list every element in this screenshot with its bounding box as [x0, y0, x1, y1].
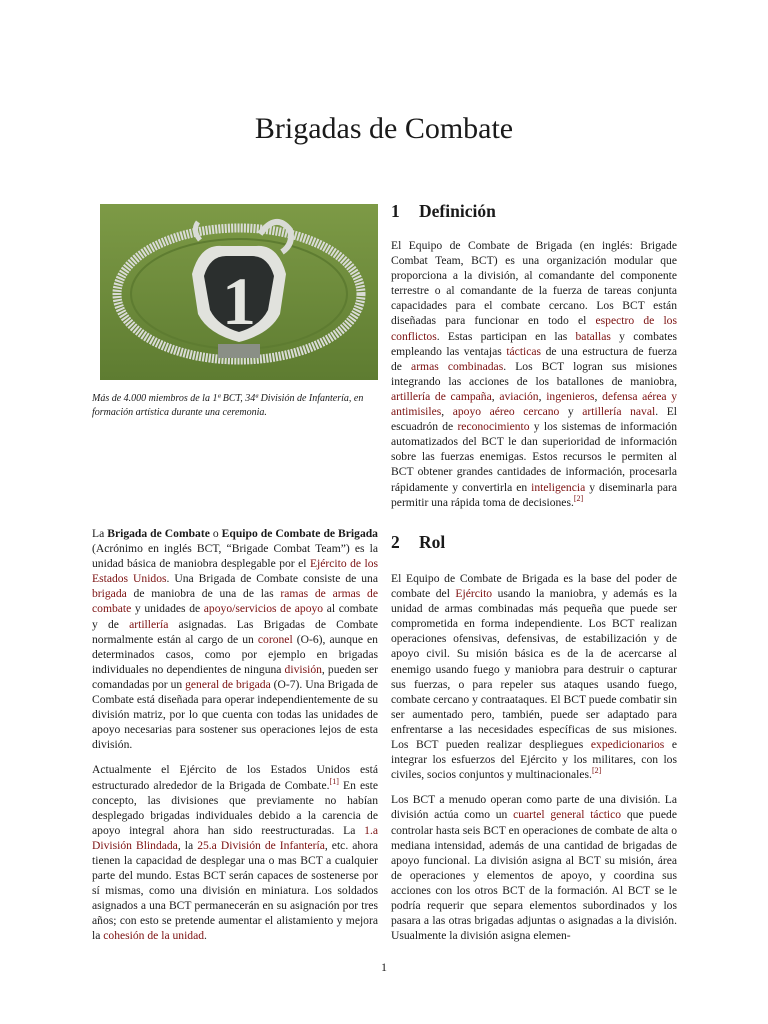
intro-paragraph-1: La Brigada de Combate o Equipo de Combate de Brigada (Acrónimo en inglés BCT, “Brigade Combat Team”) es la unidad básica de maniobra desplegable por el Ejército de los Estados Unidos. Una Brigada de Combate consiste de una brigada de maniobra de una de las ramas de armas de combate y unidades de apoyo/servicios de apoyo al combate y de artillería asignadas. Las Brigadas de Combate normalmente están al cargo de un coronel (O-6), aunque en determinados casos, como por ejemplo en brigadas individuales no dependientes de ninguna división, pueden ser comandadas por un general de brigada (O-7). Una Brigada de Combate está diseñada para operar independientemente de su división matriz, por lo que cuenta con todas las unidades de apoyo necesarias para sostener sus operaciones lejos de esta división. [92, 527, 379, 752]
reference-1[interactable]: [1] [329, 776, 339, 786]
link-armas-combinadas[interactable]: armas combinadas [411, 359, 504, 373]
link-ramas-armas[interactable]: ramas de armas de combate [92, 587, 378, 616]
link-brigada[interactable]: brigada [92, 587, 127, 601]
definition-paragraph: El Equipo de Combate de Brigada (en inglés: Brigade Combat Team, BCT) es una organización modular que proporciona a la división, al comandante del componente terrestre o al comandante de la fuerza de tareas conjunta capacidades para el combate cercano. Los BCT están diseñadas para funcionar en todo el espectro de los conflictos. Estas participan en las batallas y combates empleando las ventajas tácticas de una estructura de fuerza de armas combinadas. Los BCT logran sus misiones integrando las acciones de los batallones de maniobra, artillería de campaña, aviación, ingenieros, defensa aérea y antimisiles, apoyo aéreo cercano y artillería naval. El escuadrón de reconocimiento y los sistemas de información automatizados del BCT le dan superioridad de información sobre las fuerzas enemigas. Estos recursos le permiten al BCT obtener grandes cantidades de información, procesarla rápidamente y convertirla en inteligencia y diseminarla para permitir una rápida toma de decisiones.[2] [391, 239, 678, 509]
page-number: 1 [381, 960, 387, 974]
formation-photo-image [100, 204, 378, 380]
role-column [391, 571, 677, 953]
link-ejercito[interactable]: Ejército [455, 587, 493, 601]
section-heading-rol: 2 Rol [391, 532, 446, 552]
link-aviacion[interactable]: aviación [499, 389, 539, 403]
role-paragraph-2: Los BCT a menudo operan como parte de una división. La división actúa como un cuartel general táctico que puede controlar hasta seis BCT en operaciones de combate de alta o mediana intensidad, además de una cantidad de brigadas de apoyo funcional. La división asigna al BCT su misión, área de operaciones y elementos de apoyo, y coordina sus acciones con los otros BCT de la formación. Al BCT se le podría requerir que separa elementos subordinados y los pasara a las otras brigadas adjuntas o asignadas a la división. Usualmente la división asigna elemen- [391, 793, 677, 943]
link-apoyo-aereo-cercano[interactable]: apoyo aéreo cercano [452, 405, 560, 419]
link-coronel[interactable]: coronel [257, 632, 293, 646]
link-tacticas[interactable]: tácticas [506, 344, 542, 358]
definition-column [391, 238, 677, 520]
page-title: Brigadas de Combate [254, 112, 514, 145]
link-cohesion-unidad[interactable]: cohesión de la unidad [103, 929, 205, 943]
link-expedicionarios[interactable]: expedicionarios [590, 738, 665, 752]
intro-column [92, 526, 378, 954]
link-batallas[interactable]: batallas [575, 329, 611, 343]
intro-paragraph-2: Actualmente el Ejército de los Estados Unidos está estructurado alrededor de la Brigada de Combate.[1] En este concepto, las divisiones que previamente no habían desplegado brigadas individuales debido a la carencia de apoyo integral ahora han sido reestructuradas. La 1.a División Blindada, la 25.a División de Infantería, etc. ahora tienen la capacidad de desplegar una o mas BCT a cualquier parte del mundo. Estas BCT serán capaces de sostenerse por sí mismas, como una división en miniatura. Los soldados asignados a una BCT permanecerán en su asignación por tres años; con esto se pretende aumentar el alistamiento y mejora la cohesión de la unidad. [92, 763, 379, 943]
link-25a-division-infanteria[interactable]: 25.a División de Infantería [197, 838, 325, 852]
formation-photo [100, 204, 378, 380]
reference-2[interactable]: [2] [573, 493, 584, 503]
figure-caption: Más de 4.000 miembros de la 1ª BCT, 34ª División de Infantería, en formación artística durante una ceremonia. [92, 393, 364, 418]
link-general-brigada[interactable]: general de brigada [185, 677, 271, 691]
link-ingenieros[interactable]: ingenieros [546, 389, 595, 403]
link-1a-division-blindada[interactable]: 1.a División Blindada [92, 823, 378, 852]
badge-number: 1 [222, 263, 256, 339]
link-apoyo-servicios[interactable]: apoyo/servicios de apoyo [203, 602, 324, 616]
link-espectro-conflictos[interactable]: espectro de los conflictos [391, 314, 677, 343]
section-heading-definicion: 1 Definición [391, 201, 496, 221]
reference-2[interactable]: [2] [591, 766, 602, 776]
link-division[interactable]: división [284, 662, 322, 676]
link-artilleria[interactable]: artillería [129, 617, 169, 631]
link-cuartel-general-tactico[interactable]: cuartel general táctico [513, 808, 622, 822]
link-reconocimiento[interactable]: reconocimiento [457, 420, 530, 434]
link-inteligencia[interactable]: inteligencia [531, 480, 586, 494]
role-paragraph-1: El Equipo de Combate de Brigada es la base del poder de combate del Ejército usando la maniobra, y además es la unidad de armas combinadas más pequeña que puede ser comprometida en forma independiente. Los BCT realizan operaciones ofensivas, defensivas, de estabilización y de apoyo civil. Su misión básica es de la de acercarse al enemigo usando fuego y maniobra para destruir o capturar sus fuerzas, o para repeler sus ataques usando fuego, combate cercano y contraataques. El BCT puede combatir sin ser aumentado pero, también, puede ser adaptado para enfrentarse a las necesidades específicas de sus misiones. Los BCT pueden realizar despliegues expedicionarios e integrar los esfuerzos del Ejército y los militares, con los civiles, socios conjuntos y multinacionales.[2] [391, 572, 677, 782]
link-defensa-aerea[interactable]: defensa aérea y antimisiles [391, 389, 678, 419]
link-artilleria-campana[interactable]: artillería de campaña [391, 389, 492, 403]
link-ejercito-eeuu[interactable]: Ejército de los Estados Unidos [92, 557, 378, 586]
link-artilleria-naval[interactable]: artillería naval [582, 405, 656, 419]
